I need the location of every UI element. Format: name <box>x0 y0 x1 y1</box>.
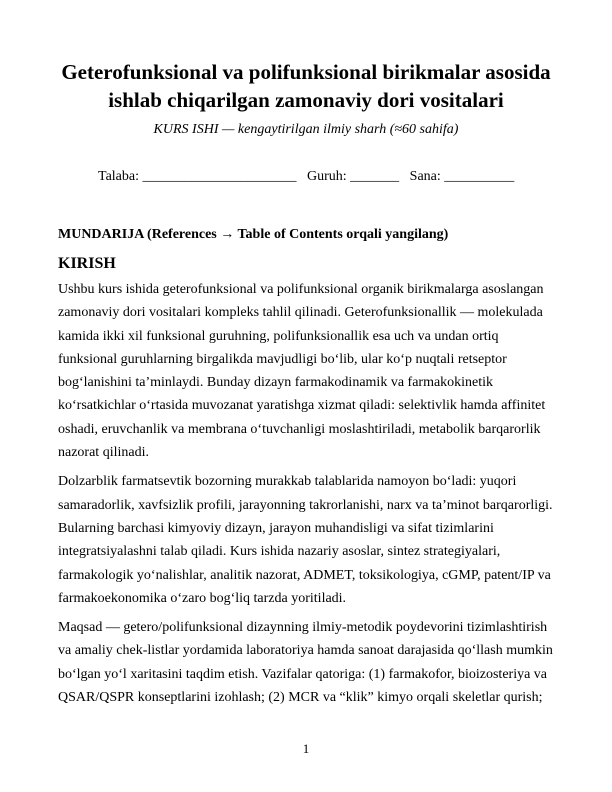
student-info-line: Talaba: ______________________ Guruh: _______ Sana: __________ <box>98 169 515 184</box>
document-subtitle: KURS ISHI — kengaytirilgan ilmiy sharh (≈60 sahifa) <box>153 122 459 137</box>
text-line: samaradorlik, xavfsizlik profili, jarayonning takrorlanishi, narx va ta’minot barqarorligi. <box>58 497 553 513</box>
text-line: ko‘rsatkichlar o‘rtasida muvozanat yaratishga xizmat qiladi: selektivlik hamda affinitet <box>58 398 546 414</box>
text-line: Bularning barchasi kimyoviy dizayn, jarayon muhandisligi va sifat tizimlarini <box>58 520 494 536</box>
text-line: Maqsad — getero/polifunksional dizaynning ilmiy-metodik poydevorini tizimlashtirish <box>58 620 548 636</box>
text-line: Dolzarblik farmatsevtik bozorning murakkab talablarida namoyon bo‘ladi: yuqori <box>58 474 517 490</box>
section-heading: KIRISH <box>58 255 116 272</box>
paragraph-1 <box>58 278 558 464</box>
text-line: bog‘lanishini ta’minlaydi. Bunday dizayn farmakodinamik va farmakokinetik <box>58 375 494 391</box>
title-line-1: Geterofunksional va polifunksional birikmalar asosida <box>61 60 551 84</box>
text-line: farmakologik yo‘nalishlar, analitik nazorat, ADMET, toksikologiya, cGMP, patent/IP va <box>58 567 551 583</box>
paragraph-2 <box>58 470 558 610</box>
text-line: oshadi, eruvchanlik va membrana o‘tuvchanligi moslashtiriladi, metabolik barqarorlik <box>58 421 541 437</box>
text-line: funksional guruhlarning birgalikda mavjudligi bo‘lib, ular ko‘p nuqtali retseptor <box>58 351 507 367</box>
page-number: 1 <box>302 741 310 756</box>
document-title <box>40 58 572 114</box>
table-of-contents-note: MUNDARIJA (References → Table of Contents orqali yangilang) <box>58 227 449 242</box>
text-line: farmakoekonomika o‘zaro bog‘liq tarzda yoritiladi. <box>58 590 347 606</box>
body-text <box>58 278 558 715</box>
text-line: bo‘lgan yo‘l xaritasini taqdim etish. Vazifalar qatoriga: (1) farmakofor, bioizosteriya va <box>58 666 548 682</box>
text-line: nazorat qilinadi. <box>58 445 149 461</box>
text-line: va amaliy chek-listlar yordamida laboratoriya hamda sanoat darajasida qo‘llash mumkin <box>58 643 553 659</box>
text-line: zamonaviy dori vositalari kompleks tahlil qilinadi. Geterofunksionallik — molekulada <box>58 305 543 321</box>
text-line: Ushbu kurs ishida geterofunksional va polifunksional organik birikmalarga asoslangan <box>58 282 544 297</box>
title-line-2: ishlab chiqarilgan zamonaviy dori vositalari <box>108 88 504 112</box>
text-line: QSAR/QSPR konseptlarini izohlash; (2) MCR va “klik” kimyo orqali skeletlar qurish; <box>58 690 543 706</box>
text-line: kamida ikki xil funksional guruhning, polifunksionallik esa uch va undan ortiq <box>58 328 499 344</box>
text-line: integratsiyalashni talab qiladi. Kurs ishida nazariy asoslar, sintez strategiyalari, <box>58 544 501 560</box>
paragraph-3 <box>58 616 558 709</box>
